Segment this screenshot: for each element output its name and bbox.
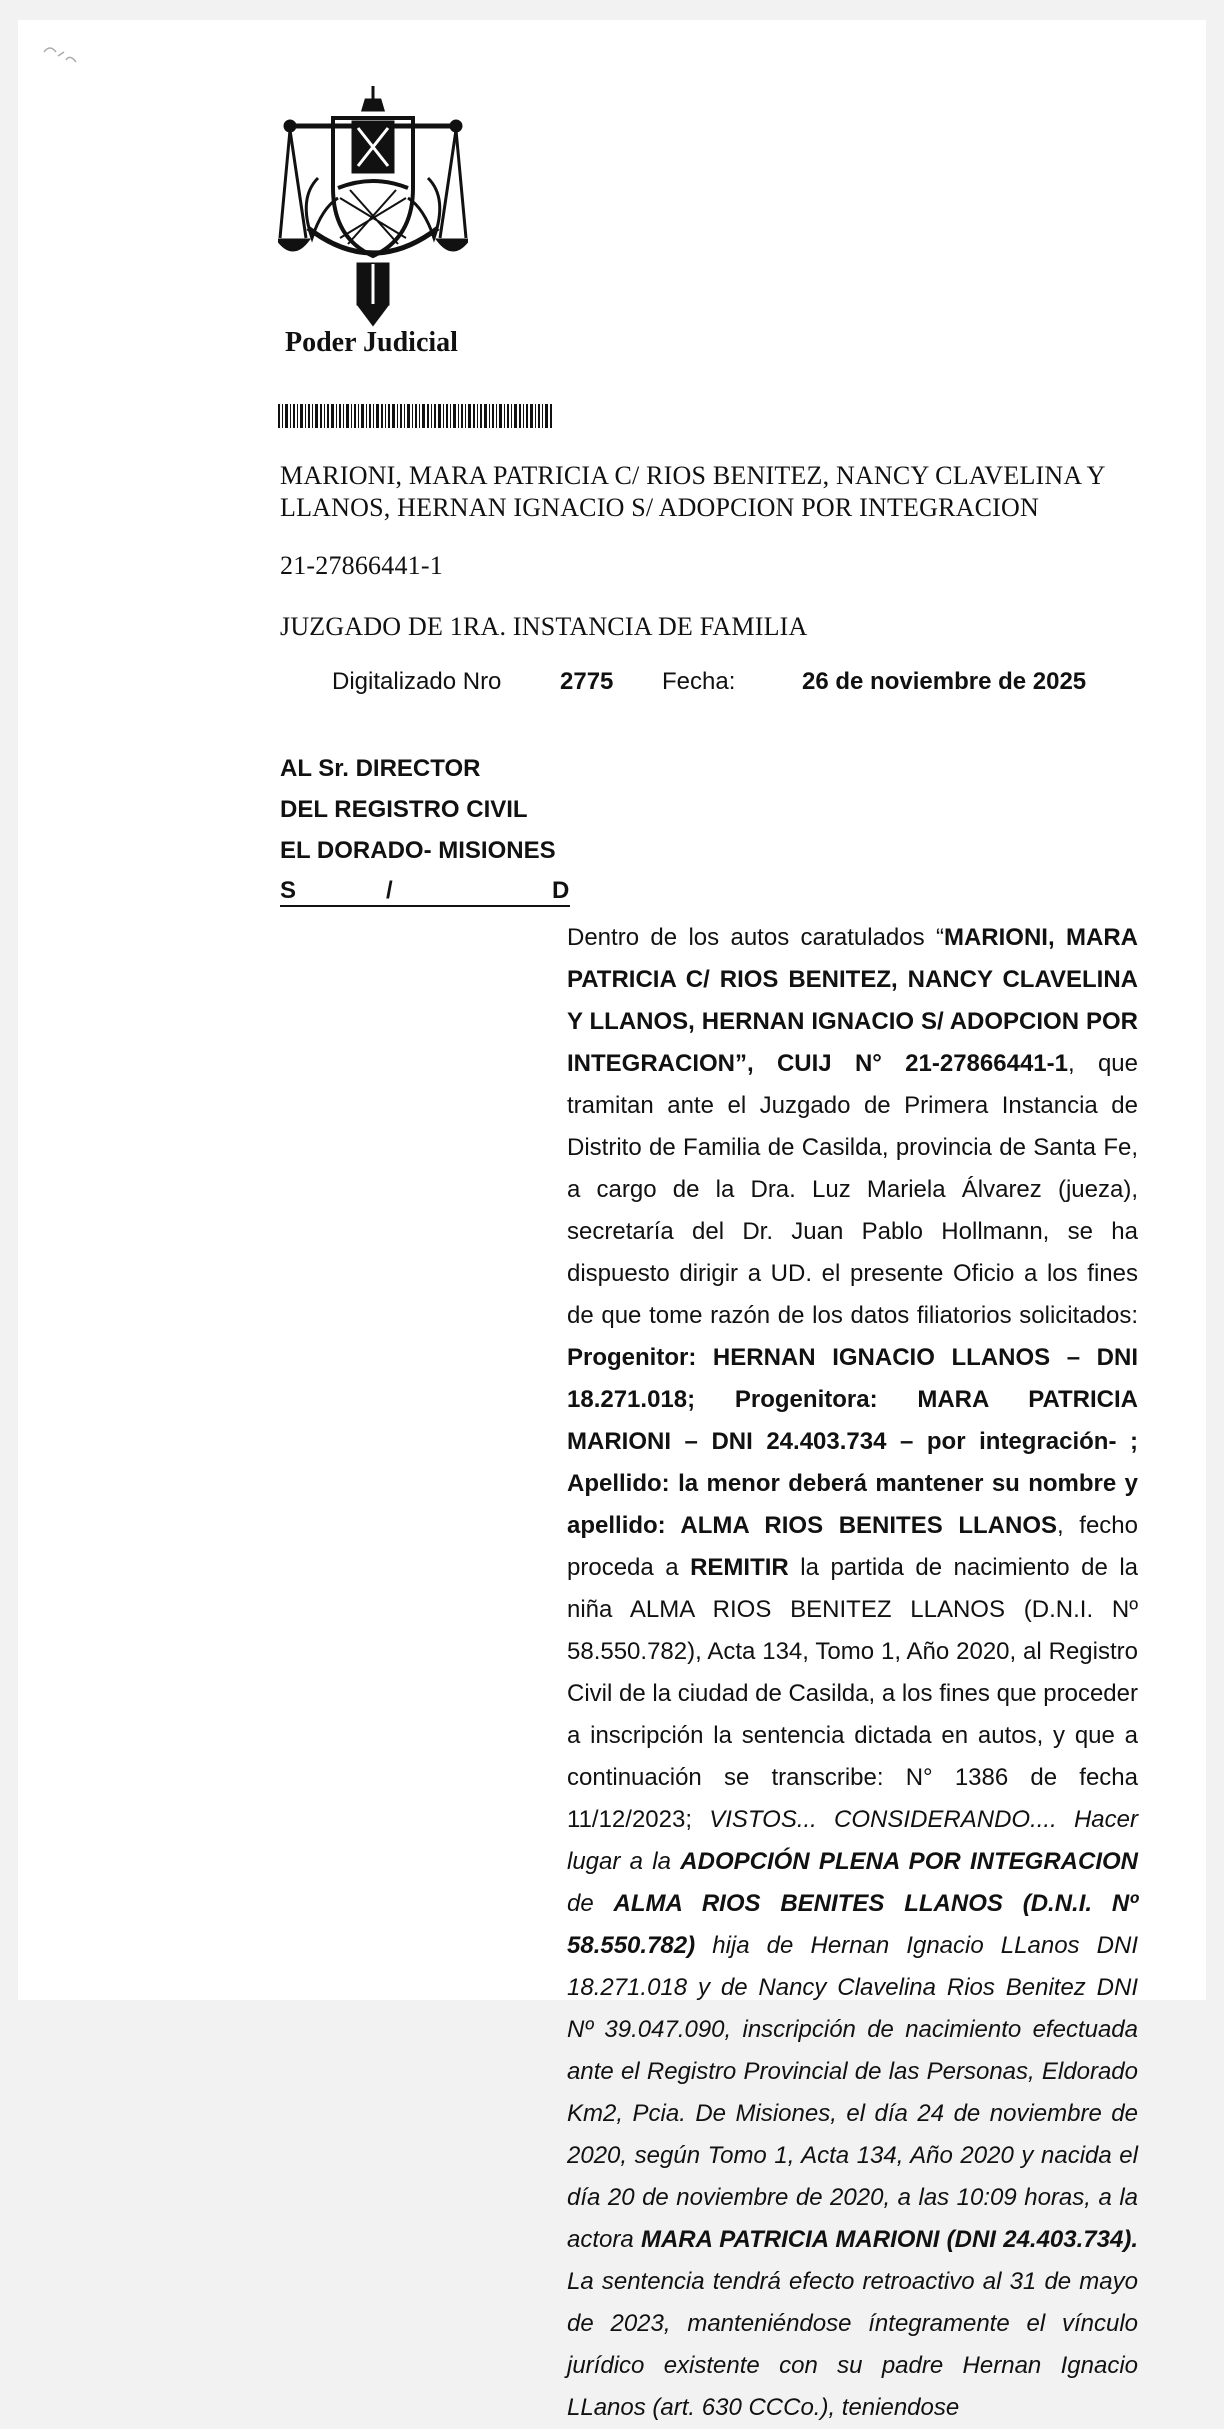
body-text-1: Dentro de los autos caratulados “ [567,924,944,951]
sd-s: S [280,877,297,904]
addressee-line-3: EL DORADO- MISIONES [280,837,556,864]
digitized-number: 2775 [560,668,614,695]
sd-d: D [552,877,570,904]
addressee-line-1: AL Sr. DIRECTOR [280,755,481,782]
digitized-label: Digitalizado Nro [332,668,502,695]
scan-mark [38,38,98,78]
body-de-italic: de [567,1890,614,1917]
body-sentence-italic: hija de Hernan Ignacio LLanos DNI 18.271.018 y de Nancy Clavelina Rios Benitez DNI Nº 39.047.090, inscripción de nacimiento efectuada ante el Registro Provincial de las Personas, Eldorado Km2, Pcia. De Misiones, el día 24 de noviembre de 2020, según Tomo 1, Acta 134, Año 2020 y nacida el día 20 de noviembre de 2020, a las 10:09 horas, a la actora [567,1932,1138,2253]
body-adopcion-bold-italic: ADOPCIÓN PLENA POR INTEGRACION [680,1848,1138,1875]
body-retroactivo-italic: La sentencia tendrá efecto retroactivo al 31 de mayo de 2023, manteniéndose íntegramente el vínculo jurídico existente con su padre Hernan Ignacio LLanos (art. 630 CCCo.), teniendose [567,2268,1138,2421]
court-name: Poder Judicial [285,327,458,358]
body-text-4: la partida de nacimiento de la niña ALMA RIOS BENITEZ LLANOS (D.N.I. Nº 58.550.782), Acta 134, Tomo 1, Año 2020, al Registro Civil de la ciudad de Casilda, a los fines que proceder a inscripción la sentencia dictada en autos, y que a continuación se transcribe: N° 1386 de fecha 11/12/2023; [567,1554,1138,1833]
case-caption: MARIONI, MARA PATRICIA C/ RIOS BENITEZ, NANCY CLAVELINA Y LLANOS, HERNAN IGNACIO S/ ADOPCION POR INTEGRACION [280,461,1105,522]
body-text-3: , fecho proceda a [567,1512,1139,1581]
body-parents-bold: Progenitor: HERNAN IGNACIO LLANOS – DNI 18.271.018; Progenitora: MARA PATRICIA MARIONI – DNI 24.403.734 – por integración- ; Apellido: la menor deberá mantener su nombre y apellido: ALMA RIOS BENITES LLANOS [567,1344,1138,1539]
sd-slash: / [386,877,393,904]
body-text-2: , que tramitan ante el Juzgado de Primera Instancia de Distrito de Familia de Casilda, provincia de Santa Fe, a cargo de la Dra. Luz Mariela Álvarez (jueza), secretaría del Dr. Juan Pablo Hollmann, se ha dispuesto dirigir a UD. el presente Oficio a los fines de que tome razón de los datos filiatorios solicitados: [567,1050,1138,1329]
body-caption-bold: MARIONI, MARA PATRICIA C/ RIOS BENITEZ, NANCY CLAVELINA Y LLANOS, HERNAN IGNACIO S/ ADOPCION POR INTEGRACION”, CUIJ N° 21-27866441-1 [567,924,1138,1077]
body-vistos-italic: VISTOS... CONSIDERANDO.... Hacer lugar a la [567,1806,1138,1875]
body-child-bold-italic: ALMA RIOS BENITES LLANOS (D.N.I. Nº 58.550.782) [567,1890,1138,1959]
court-division: JUZGADO DE 1RA. INSTANCIA DE FAMILIA [280,612,808,641]
sd-underline [280,905,570,907]
body-actora-bold-italic: MARA PATRICIA MARIONI (DNI 24.403.734). [640,2226,1138,2253]
addressee-line-2: DEL REGISTRO CIVIL [280,796,528,823]
oficio-body [280,917,1138,2429]
sd-abbreviation [280,877,570,907]
body-remitir-bold: REMITIR [690,1554,789,1581]
barcode [278,404,554,428]
case-number: 21-27866441-1 [280,551,443,580]
body-paragraph [280,917,1138,2429]
judicial-seal-icon [278,78,468,330]
date-label: Fecha: [662,668,736,695]
document-page [18,20,1206,2421]
date-value: 26 de noviembre de 2025 [802,668,1087,695]
